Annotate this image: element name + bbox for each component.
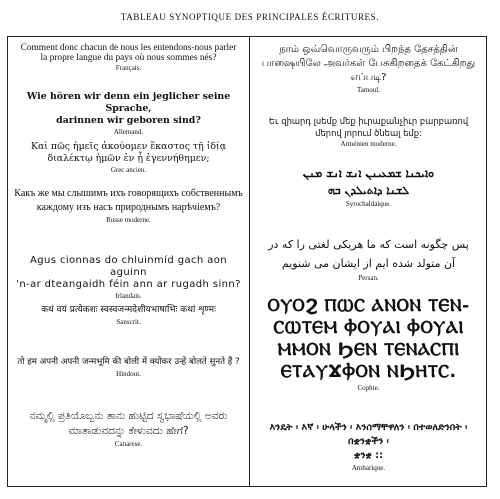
language-label: Allemand.: [113, 128, 144, 136]
synoptic-table: [7, 36, 487, 487]
sample-hindi: [12, 355, 245, 378]
page-title: TABLEAU SYNOPTIQUE DES PRINCIPALES ÉCRITURES.: [120, 12, 380, 22]
sample-amharic: [254, 421, 483, 472]
language-label: Amharique.: [351, 464, 386, 472]
sample-persian: [254, 235, 483, 282]
sample-sanskrit: [12, 303, 245, 326]
sample-tamil: [254, 43, 483, 94]
sample-text: ܘܐܝܟܢܐ ܫܡܥܝܢܢ ܐܢܫ ܐܢܫ ܡܢܢ ܠܫܢܐ ܕܐܬܝܠܕܢ ܒܗ: [302, 167, 435, 197]
sample-text: Եւ զիարդ լսեմք մեք իւրաքանչիւր բարբառով մերով յորում ծնեալ եմք:: [268, 116, 469, 138]
language-label: Russe moderne.: [106, 216, 151, 224]
sample-text: Agus cionnas do chluinmíd gach aon aguinn 'n-ar dteangaidh féin ann ar rugadh sinn?: [16, 255, 241, 290]
sample-german: [12, 91, 245, 136]
sample-kannada: [12, 409, 245, 448]
sample-irish: [12, 255, 245, 300]
sample-syriac: [254, 165, 483, 208]
sample-ancient-greek: [12, 141, 245, 174]
sample-french: [12, 43, 245, 72]
language-label: Syrochaldaïque.: [345, 200, 392, 208]
sample-text: እንዴት ፡ እኛ ፡ ሁላችን ፡ እንሰማቸዋለን ፡ በተወለድንበት ፡ በቋንቋችን ፡ ቋንቋ ::: [269, 422, 468, 461]
language-label: Sanscrit.: [116, 318, 141, 326]
language-label: Grec ancien.: [110, 166, 147, 174]
sample-text: कथं वयं प्रत्येकशः स्वस्वजन्मदेशीयभाषाभिः कथां शृण्मः: [41, 305, 216, 315]
sample-text: پس چگونه است که ما هریکی لغتی را که در آن متولد شده ایم از ایشان می شنویم: [268, 238, 469, 270]
sample-text: Comment donc chacun de nous les entendons-nous parler la propre langue du pays où nous sommes nés?: [20, 43, 237, 63]
sample-armenian: [254, 115, 483, 148]
left-column: [8, 37, 249, 486]
language-label: Arménien moderne.: [340, 140, 397, 148]
language-label: Français.: [115, 64, 142, 72]
sample-coptic: [254, 295, 483, 392]
sample-text: ನಮ್ಮಲ್ಲಿ ಪ್ರತಿಯೊಬ್ಬನು ತಾನು ಹುಟ್ಟಿದ ಸ್ವಭಾಷೆಯಲ್ಲಿ ಅವರು ಮಾತಾಡುವದನ್ನು ಕೇಳುವದು ಹೇಗೆ?: [29, 410, 228, 437]
right-column: [250, 37, 487, 486]
language-label: Cophte.: [357, 384, 380, 392]
sample-text: Какъ же мы слышимъ ихъ говорящихъ собственнымъ каждому изъ насъ природнымъ нарѣчіемъ?: [14, 188, 243, 213]
sample-text: Wie hören wir denn ein jeglicher seine Sprache, darinnen wir geboren sind?: [26, 91, 231, 126]
language-label: Persan.: [358, 274, 379, 282]
language-label: Hindoui.: [116, 370, 141, 378]
sample-text: तो हम अपनी अपनी जन्मभूमि की बोली में क्योंकर उन्हें बोलते सुनते हैं ?: [17, 357, 240, 367]
language-label: Irlandais.: [115, 292, 142, 300]
sample-text: நாம் ஒவ்வொருவரும் பிறந்த தேசத்தின் பாஷையிலே அவர்கள் பேசுகிறதைக் கேட்கிறது எப்படி?: [261, 44, 476, 83]
sample-russian: [12, 187, 245, 224]
language-label: Canarese.: [114, 440, 143, 448]
sample-text: ⲞⲨⲞϨ ⲠⲰⲤ ⲀⲚⲞⲚ ⲦⲈⲚ- ⲤⲰⲦⲈⲘ ⲪⲞⲨⲀⲒ ⲪⲞⲨⲀⲒ ⲘⲘⲞⲚ ϦⲈⲚ ⲦⲈⲚⲀⲤⲠⲒ ⲈⲦⲀⲨϪⲪⲞⲚ ⲚϦⲎⲦⲤ.: [267, 296, 470, 382]
sample-text: Καὶ πῶς ἡμεῖς ἀκούομεν ἕκαστος τῇ ἰδίᾳ διαλέκτῳ ἡμῶν ἐν ᾗ ἐγεννήθημεν;: [30, 141, 227, 164]
language-label: Tamoul.: [356, 86, 381, 94]
